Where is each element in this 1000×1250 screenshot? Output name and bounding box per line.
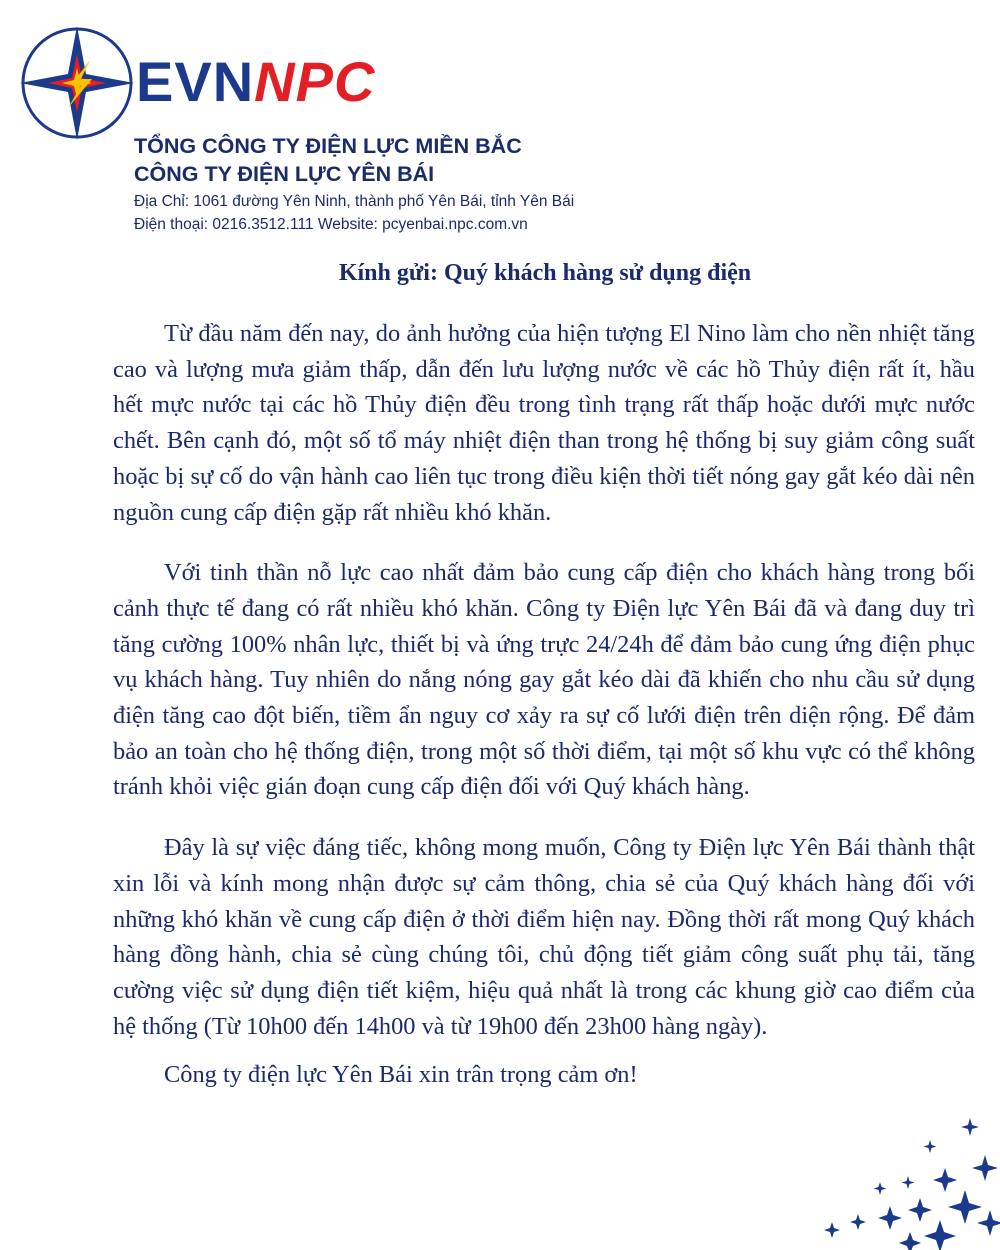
paragraph-3: Đây là sự việc đáng tiếc, không mong muốn, Công ty Điện lực Yên Bái thành thật xin lỗi và kính mong nhận được sự cảm thông, chia sẻ của Quý khách hàng đối với những khó khăn về cung cấp điện ở thời điểm hiện nay. Đồng thời rất mong Quý khách hàng đồng hành, chia sẻ cùng chúng tôi, chủ động tiết giảm công suất phụ tải, tăng cường việc sử dụng điện tiết kiệm, hiệu quả nhất là trong các khung giờ cao điểm của hệ thống (Từ 10h00 đến 14h00 và từ 19h00 đến 23h00 hàng ngày). — [113, 834, 975, 1040]
brand-npc: NPC — [254, 50, 376, 113]
closing-line: Công ty điện lực Yên Bái xin trân trọng cảm ơn! — [164, 1061, 638, 1089]
company-contact: Điện thoại: 0216.3512.111 Website: pcyenbai.npc.com.vn — [134, 216, 528, 233]
letter-greeting: Kính gửi: Quý khách hàng sử dụng điện — [338, 260, 752, 286]
brand-evn: EVN — [136, 50, 255, 113]
paragraph-2: Với tinh thần nỗ lực cao nhất đảm bảo cung cấp điện cho khách hàng trong bối cảnh thực tế đang có rất nhiều khó khăn. Công ty Điện lực Yên Bái đã và đang duy trì tăng cường 100% nhân lực, thiết bị và ứng trực 24/24h để đảm bảo cung ứng điện phục vụ khách hàng. Tuy nhiên do nắng nóng gay gắt kéo dài đã khiến cho nhu cầu sử dụng điện tăng cao đột biến, tiềm ẩn nguy cơ xảy ra sự cố lưới điện trên diện rộng. Để đảm bảo an toàn cho hệ thống điện, trong một số thời điểm, tại một số khu vực có thể không tránh khỏi việc gián đoạn cung cấp điện đối với Quý khách hàng. — [113, 559, 975, 801]
evn-logo-icon — [18, 24, 136, 142]
company-address: Địa Chỉ: 1061 đường Yên Ninh, thành phố Yên Bái, tỉnh Yên Bái — [134, 193, 575, 210]
sparkle-stars-icon — [820, 1110, 1000, 1250]
letter-body — [113, 316, 975, 1093]
parent-company-name: TỔNG CÔNG TY ĐIỆN LỰC MIỀN BẮC — [134, 134, 522, 158]
paragraph-1: Từ đầu năm đến nay, do ảnh hưởng của hiện tượng El Nino làm cho nền nhiệt tăng cao và lượng mưa giảm thấp, dẫn đến lưu lượng nước về các hồ Thủy điện rất ít, hầu hết mực nước tại các hồ Thủy điện đều trong tình trạng rất thấp hoặc dưới mực nước chết. Bên cạnh đó, một số tổ máy nhiệt điện than trong hệ thống bị suy giảm công suất hoặc bị sự cố do vận hành cao liên tục trong điều kiện thời tiết nóng gay gắt kéo dài nên nguồn cung cấp điện gặp rất nhiều khó khăn. — [113, 320, 975, 526]
company-name: CÔNG TY ĐIỆN LỰC YÊN BÁI — [134, 162, 435, 186]
brand-logotype — [136, 52, 375, 112]
